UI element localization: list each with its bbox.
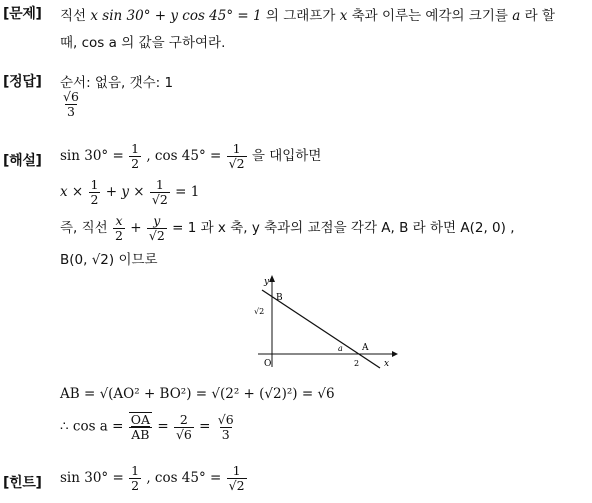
problem-line-2: 때, cos a 의 값을 구하여라. [60,35,226,51]
solution-line-4: B(0, √2) 이므로 [60,252,158,268]
line-graph [250,272,400,372]
answer-value [60,90,82,119]
hint-section [0,462,592,503]
origin-label: O [264,359,272,369]
solution-line-1: sin 30° = $\frac{1}{2}$ , cos 45° = $\frac{1}{√2}$ 을 대입하면 [60,141,322,171]
solution-section [0,140,592,460]
solution-line-5: AB = √(AO² + BO²) = √(2² + (√2)²) = √6 [60,386,335,402]
x-axis-label: x [384,359,390,369]
angle-label: a [338,344,343,353]
point-a-label: A [362,343,369,353]
y-axis-arrow [269,275,275,282]
hint-label: [힌트] [3,475,42,491]
tick-x-label: 2 [354,359,360,368]
problem-label: [문제] [3,6,42,22]
answer-section [0,68,592,130]
y-axis-label: y [264,277,270,287]
solution-line-6: ∴ cos a = $\frac{OA}{AB}$ = $\frac{2}{√6}$ = $\frac{√6}{3}$ [60,411,234,442]
point-b-label: B [276,293,283,303]
problem-equation: x sin 30° + y cos 45° = 1 [90,8,262,24]
hint-line: sin 30° = $\frac{1}{2}$ , cos 45° = $\frac{1}{√2}$ [60,463,245,493]
solution-line-2: x × $\frac{1}{2}$ + y × $\frac{1}{√2}$ = 1 [60,177,200,207]
tick-y-label: √2 [254,307,265,316]
solution-line-3: 즉, 직선 $\frac{x}{2}$ + $\frac{y}{√2}$ = 1 과 x 축, y 축과의 교점을 각각 A, B 라 하면 A(2, 0) , [60,213,515,243]
problem-line-1: 직선 x sin 30° + y cos 45° = 1 의 그래프가 x 축과 이루는 예각의 크기를 a 라 할 [60,8,555,24]
answer-label: [정답] [3,74,42,90]
problem-section [0,0,592,60]
answer-meta: 순서: 없음, 갯수: 1 [60,75,174,91]
solution-label: [해설] [3,153,42,169]
answer-fraction: $\frac{√6}{3}$ [63,89,79,119]
x-axis-arrow [392,351,398,357]
